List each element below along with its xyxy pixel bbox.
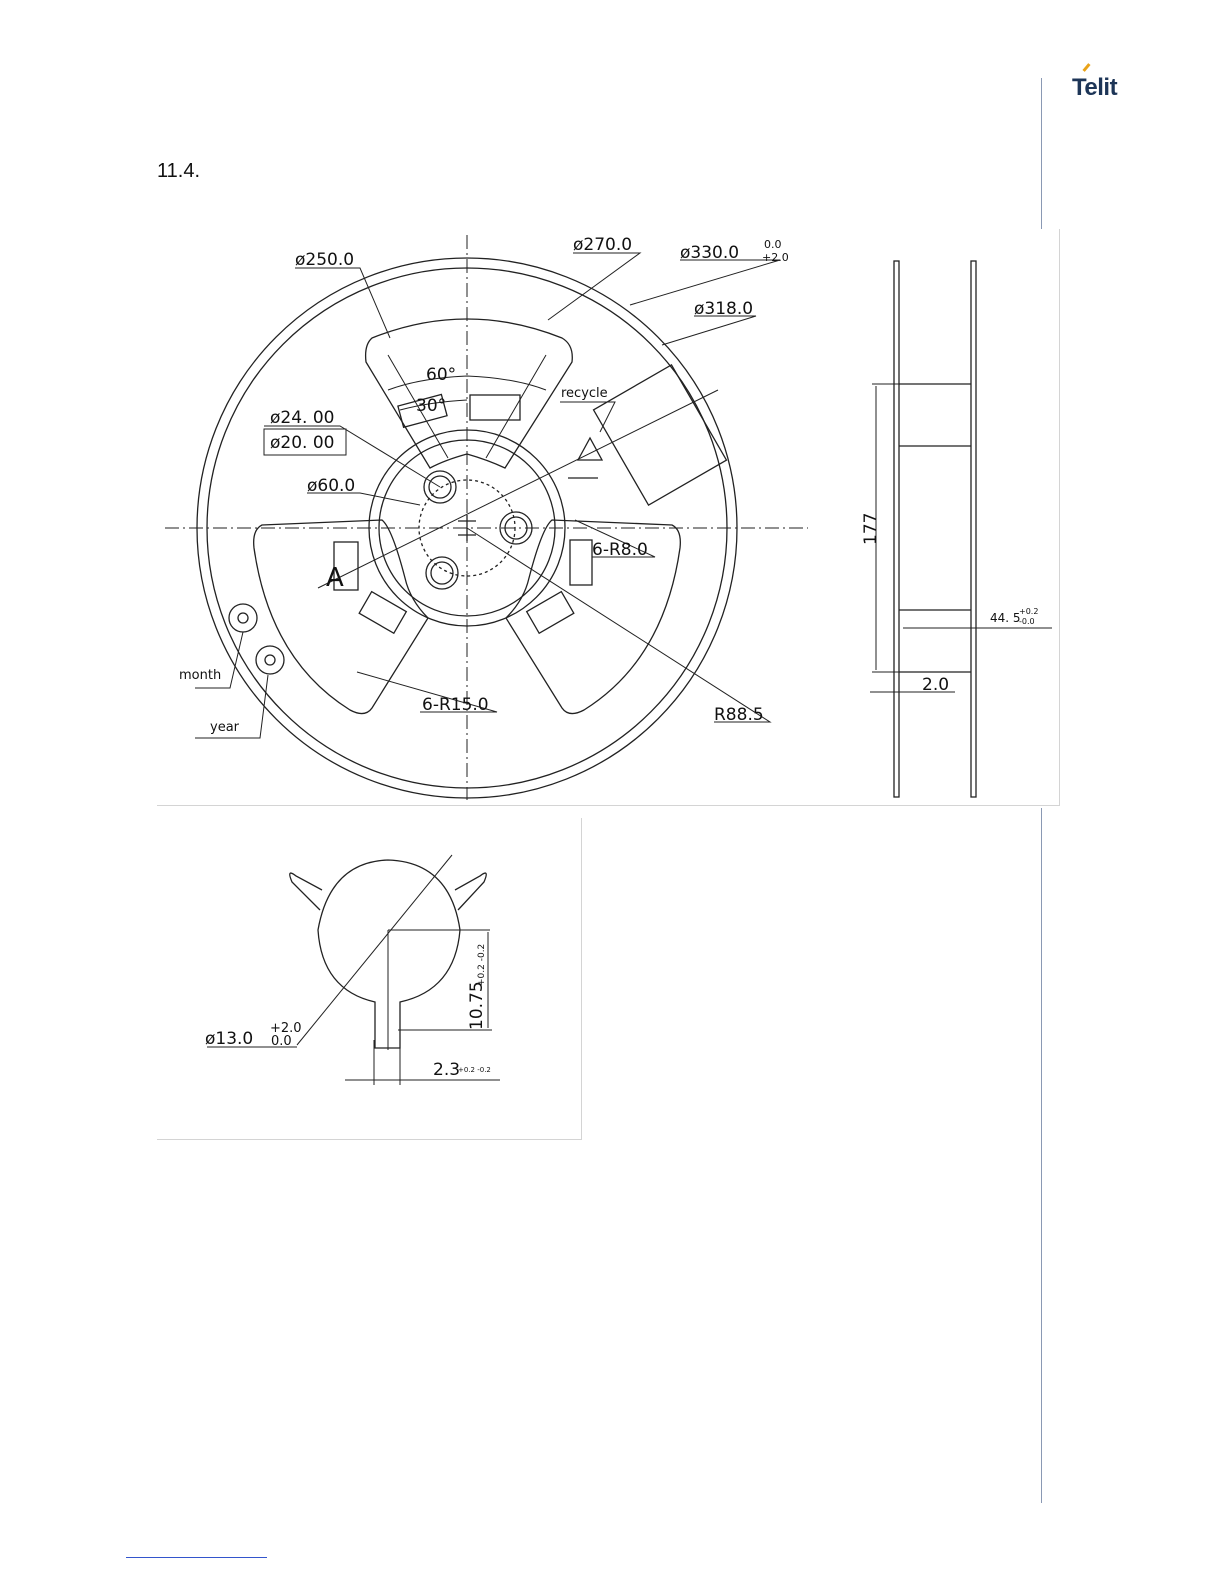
margin-rule: [1041, 808, 1042, 1503]
year-label: year: [210, 720, 240, 735]
dim-r15: 6-R15.0: [422, 695, 489, 715]
month-label: month: [179, 668, 222, 683]
slot: [359, 592, 406, 634]
section-number: 11.4.: [157, 160, 200, 182]
recycle-label: recycle: [561, 386, 608, 401]
dim-width-tol-upper: +0.2: [1019, 607, 1039, 616]
dim-d20: ø20. 00: [270, 433, 335, 453]
dim-d13-tol-upper: +2.0: [270, 1021, 302, 1036]
dim-d318: ø318.0: [694, 299, 754, 319]
dim-angle-60: 60°: [426, 365, 457, 385]
dim-hub-height: 177: [861, 512, 881, 545]
dim-hub-height-tol: +0.2 -0.2: [477, 943, 487, 986]
reel-drawing-figure: [157, 229, 1060, 806]
footer-link-underline: [126, 1557, 267, 1558]
slot: [470, 395, 520, 420]
dim-r88: R88.5: [714, 705, 764, 725]
dim-flange-thickness: 2.0: [922, 675, 950, 695]
logo-accent: [1082, 63, 1090, 72]
dim-d330: ø330.0: [680, 243, 740, 263]
month-wheel-center: [238, 613, 248, 623]
logo-text: Telit: [1072, 74, 1118, 101]
hub-ear-right: [455, 873, 486, 910]
dim-width: 44. 5: [990, 611, 1021, 625]
dim-d250: ø250.0: [295, 250, 355, 270]
dim-r8: 6-R8.0: [592, 540, 648, 560]
dim-slot-width: 2.3: [433, 1060, 461, 1080]
dim-angle-30: 30°: [416, 396, 447, 416]
margin-rule: [1041, 78, 1042, 230]
month-wheel: [229, 604, 257, 632]
detail-a-marker: A: [326, 563, 344, 593]
hub-detail-drawing: [157, 818, 581, 1139]
hub-outline: [318, 860, 460, 1048]
dim-hub-height: 10.75: [467, 981, 487, 1030]
slot: [527, 592, 574, 634]
reel-drawing: [157, 229, 1059, 805]
telit-logo: [1072, 70, 1132, 106]
recycle-icon: [568, 438, 602, 478]
dim-d330-tol-lower: +2.0: [762, 251, 789, 264]
dim-d13: ø13.0: [205, 1029, 254, 1049]
dim-slot-tol: +0.2 -0.2: [458, 1066, 491, 1074]
dim-d24: ø24. 00: [270, 408, 335, 428]
reel-side-view: [870, 261, 1052, 797]
year-wheel-center: [265, 655, 275, 665]
dim-width-tol-lower: -0.0: [1019, 617, 1035, 626]
dim-d270: ø270.0: [573, 235, 633, 255]
slot: [570, 540, 592, 585]
hub-detail-figure: [157, 818, 582, 1140]
hub-ear-left: [290, 873, 322, 910]
dim-d13-tol-lower: 0.0: [271, 1034, 292, 1049]
dim-d60: ø60.0: [307, 476, 356, 496]
dim-d330-tol-upper: 0.0: [764, 238, 782, 251]
year-wheel: [256, 646, 284, 674]
window-top: [366, 319, 573, 468]
label-panel: [594, 365, 727, 505]
